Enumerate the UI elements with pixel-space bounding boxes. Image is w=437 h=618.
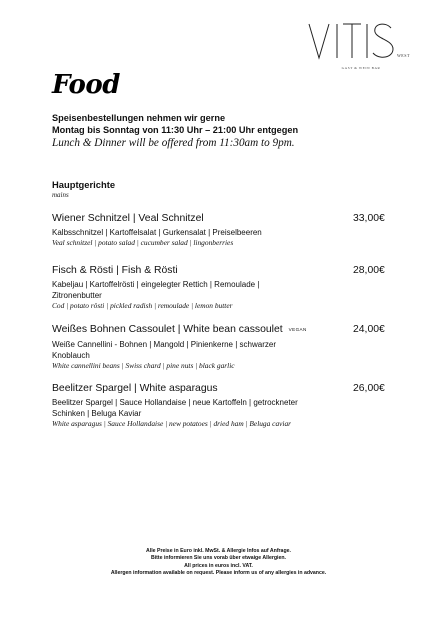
section-subtitle: mains: [52, 191, 69, 199]
dish-description-english: White cannellini beans | Swiss chard | pine nuts | black garlic: [52, 361, 235, 370]
footer-line: All prices in euros incl. VAT.: [184, 562, 253, 569]
dish-description-english: White asparagus | Sauce Hollandaise | new potatoes | dried ham | Beluga caviar: [52, 419, 292, 428]
dish-description: Kalbsschnitzel | Kartoffelsalat | Gurkensalat | Preiselbeeren: [52, 228, 262, 237]
dish-price: 28,00€: [353, 265, 385, 276]
menu-item: [52, 212, 387, 248]
logo-suffix: WEST: [397, 53, 410, 58]
dish-name: Weißes Bohnen Cassoulet | White bean cassoulet: [52, 324, 283, 335]
order-times: [52, 112, 392, 150]
footer-line: Bitte informieren Sie uns vorab über etwaige Allergien.: [150, 555, 286, 562]
dish-description: Beelitzer Spargel | Sauce Hollandaise | neue Kartoffeln | getrockneter Schinken | Beluga Kaviar: [52, 398, 298, 418]
footer-line: Allergen information available on request. Please inform us of any allergies in advance.: [110, 570, 327, 577]
menu-item: [52, 264, 387, 311]
dish-description-english: Veal schnitzel | potato salad | cucumber salad | lingonberries: [52, 238, 234, 247]
footer-notice: [0, 548, 437, 578]
menu-item: [52, 323, 387, 371]
order-times-line-2: Montag bis Sonntag von 11:30 Uhr – 21:00 Uhr entgegen: [52, 125, 299, 135]
page-title: Food: [52, 70, 120, 100]
menu-item: [52, 382, 387, 429]
order-times-english: Lunch & Dinner will be offered from 11:30am to 9pm.: [52, 137, 295, 149]
dish-price: 26,00€: [353, 383, 385, 394]
dish-description: Kabeljau | Kartoffelrösti | eingelegter Rettich | Remoulade | Zitronenbutter: [52, 280, 260, 300]
dish-description-english: Cod | potato rösti | pickled radish | remoulade | lemon butter: [52, 301, 233, 310]
dish-name: Beelitzer Spargel | White asparagus: [52, 383, 218, 394]
dish-description: Weiße Cannellini - Bohnen | Mangold | Pinienkerne | schwarzer Knoblauch: [52, 340, 276, 360]
section-header: [52, 179, 115, 200]
order-times-line-1: Speisenbestellungen nehmen wir gerne: [52, 113, 226, 123]
footer-line: Alle Preise in Euro inkl. MwSt. & Allergie Infos auf Anfrage.: [146, 548, 291, 554]
dish-name: Wiener Schnitzel | Veal Schnitzel: [52, 213, 204, 224]
dish-name: Fisch & Rösti | Fish & Rösti: [52, 265, 178, 276]
logo-subtitle: GAST & WEIN BAR: [341, 66, 381, 70]
vegan-badge: VEGAN: [288, 327, 307, 332]
dish-price: 24,00€: [353, 324, 385, 335]
dish-price: 33,00€: [353, 213, 385, 224]
brand-logo: [305, 18, 417, 76]
section-title: Hauptgerichte: [52, 179, 116, 190]
